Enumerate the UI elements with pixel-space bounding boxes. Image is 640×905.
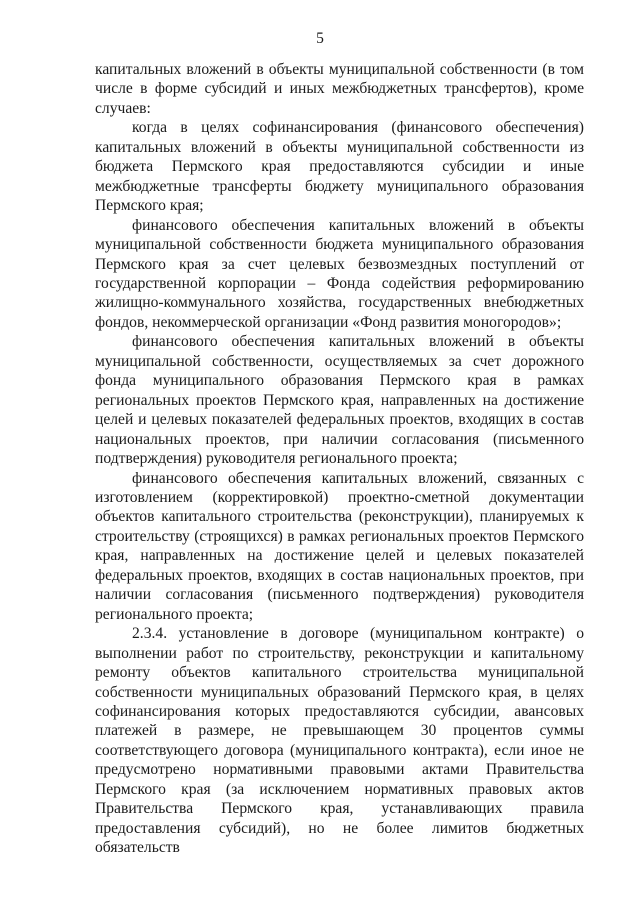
paragraph-continuation: капитальных вложений в объекты муниципальной собственности (в том числе в форме субсидий и иных межбюджетных трансфертов), кроме случаев: <box>95 61 584 117</box>
paragraph-cofinancing-exception: когда в целях софинансирования (финансового обеспечения) капитальных вложений в объекты муниципальной собственности из бюджета Пермского края предоставляются субсидии и иные межбюджетные трансферты бюджету муниципального образования Пермского края; <box>95 119 584 215</box>
paragraph-housing-fund-exception: финансового обеспечения капитальных вложений в объекты муниципальной собственности бюджета муниципального образования Пермского края за счет целевых безвозмездных поступлений от государственной корпорации – Фонда содействия реформированию жилищно-коммунального хозяйства, государственных внебюджетных фондов, некоммерческой организации «Фонд развития моногородов»; <box>95 216 584 331</box>
paragraph-design-documentation-exception: финансового обеспечения капитальных вложений, связанных с изготовлением (корректировкой) проектно-сметной документации объектов капитального строительства (реконструкции), планируемых к строительству (строящихся) в рамках региональных проектов Пермского края, направленных на достижение целей и целевых показателей федеральных проектов, входящих в состав национальных проектов, при наличии согласования (письменного подтверждения) руководителя регионального проекта; <box>95 469 584 623</box>
document-body <box>95 60 584 858</box>
paragraph-road-fund-exception: финансового обеспечения капитальных вложений в объекты муниципальной собственности, осуществляемых за счет дорожного фонда муниципального образования Пермского края в рамках региональных проектов Пермского края, направленных на достижение целей и целевых показателей федеральных проектов, входящих в состав национальных проектов, при наличии согласования (письменного подтверждения) руководителя регионального проекта; <box>95 333 584 468</box>
paragraph-clause-2-3-4: 2.3.4. установление в договоре (муниципальном контракте) о выполнении работ по строительству, реконструкции и капитальному ремонту объектов капитального строительства муниципальной собственности муниципальных образований Пермского края, в целях софинансирования которых предоставляются субсидии, авансовых платежей в размере, не превышающем 30 процентов суммы соответствующего договора (муниципального контракта), если иное не предусмотрено нормативными правовыми актами Правительства Пермского края (за исключением нормативных правовых актов Правительства Пермского края, устанавливающих правила предоставления субсидий), но не более лимитов бюджетных обязательств <box>95 625 584 857</box>
page-number: 5 <box>316 30 324 47</box>
